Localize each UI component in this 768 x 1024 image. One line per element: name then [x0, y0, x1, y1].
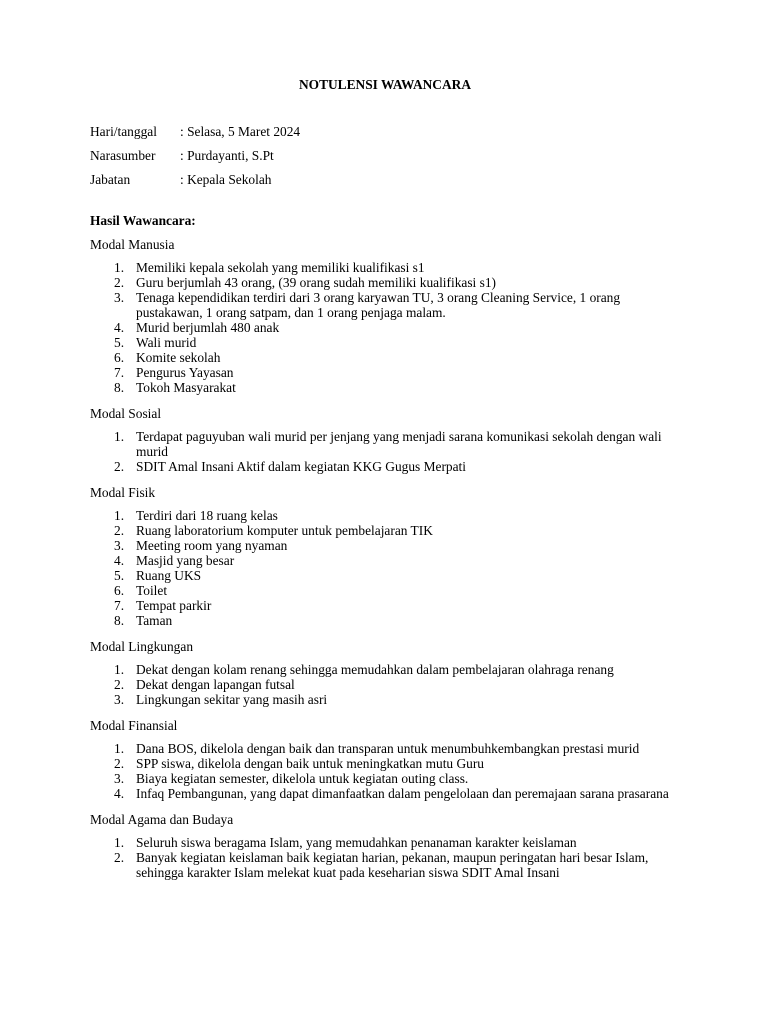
list-item-number: 5.	[114, 568, 125, 583]
list-item-text: SPP siswa, dikelola dengan baik untuk meningkatkan mutu Guru	[136, 756, 484, 771]
list-item-number: 4.	[114, 320, 125, 335]
numbered-list	[90, 429, 680, 474]
info-row-date	[90, 122, 680, 142]
list-item-text: Meeting room yang nyaman	[136, 538, 288, 553]
list-item	[90, 350, 680, 365]
section	[90, 483, 680, 628]
list-item	[90, 538, 680, 553]
list-item	[90, 459, 680, 474]
section-title: Modal Manusia	[90, 237, 175, 252]
list-item-number: 2.	[114, 459, 125, 474]
sections-container	[90, 235, 680, 880]
list-item-text: Tempat parkir	[136, 598, 212, 613]
list-item-text: Tenaga kependidikan terdiri dari 3 orang karyawan TU, 3 orang Cleaning Service, 1 orang pustakawan, 1 orang satpam, dan 1 orang penjaga malam.	[136, 290, 621, 320]
list-item-text: Wali murid	[136, 335, 197, 350]
info-label: Jabatan	[90, 172, 131, 187]
list-item	[90, 756, 680, 771]
list-item	[90, 553, 680, 568]
list-item-number: 1.	[114, 662, 125, 677]
list-item-number: 3.	[114, 290, 125, 305]
list-item-text: Ruang laboratorium komputer untuk pembelajaran TIK	[136, 523, 433, 538]
list-item-text: SDIT Amal Insani Aktif dalam kegiatan KKG Gugus Merpati	[136, 459, 466, 474]
list-item	[90, 508, 680, 523]
list-item-text: Toilet	[136, 583, 168, 598]
list-item	[90, 613, 680, 628]
list-item-number: 2.	[114, 677, 125, 692]
list-item-text: Terdiri dari 18 ruang kelas	[136, 508, 278, 523]
section	[90, 716, 680, 801]
list-item-number: 1.	[114, 429, 125, 444]
list-item-text: Biaya kegiatan semester, dikelola untuk kegiatan outing class.	[136, 771, 469, 786]
list-item	[90, 380, 680, 395]
list-item	[90, 320, 680, 335]
section-title: Modal Fisik	[90, 485, 156, 500]
section-title: Modal Lingkungan	[90, 639, 194, 654]
list-item-text: Dekat dengan lapangan futsal	[136, 677, 295, 692]
list-item-number: 6.	[114, 350, 125, 365]
list-item-number: 6.	[114, 583, 125, 598]
info-row-position	[90, 170, 680, 190]
list-item-number: 3.	[114, 538, 125, 553]
list-item	[90, 850, 680, 880]
list-item	[90, 786, 680, 801]
list-item-number: 1.	[114, 741, 125, 756]
list-item	[90, 429, 680, 459]
info-value: : Selasa, 5 Maret 2024	[180, 124, 301, 139]
list-item-number: 7.	[114, 598, 125, 613]
list-item	[90, 835, 680, 850]
list-item-number: 4.	[114, 786, 125, 801]
section-title: Modal Agama dan Budaya	[90, 812, 234, 827]
list-item-number: 1.	[114, 260, 125, 275]
list-item-number: 3.	[114, 692, 125, 707]
section-title: Modal Finansial	[90, 718, 178, 733]
list-item-number: 2.	[114, 275, 125, 290]
info-label: Narasumber	[90, 148, 156, 163]
list-item	[90, 677, 680, 692]
list-item-text: Terdapat paguyuban wali murid per jenjang yang menjadi sarana komunikasi sekolah dengan wali murid	[136, 429, 662, 459]
list-item-text: Pengurus Yayasan	[136, 365, 234, 380]
section	[90, 235, 680, 395]
list-item	[90, 335, 680, 350]
list-item-number: 3.	[114, 771, 125, 786]
document-page	[90, 75, 680, 880]
list-item-number: 8.	[114, 380, 125, 395]
list-item	[90, 741, 680, 756]
results-heading: Hasil Wawancara:	[90, 213, 196, 228]
list-item	[90, 692, 680, 707]
info-row-source	[90, 146, 680, 166]
numbered-list	[90, 741, 680, 801]
info-value: : Kepala Sekolah	[180, 172, 272, 187]
list-item-text: Guru berjumlah 43 orang, (39 orang sudah memiliki kualifikasi s1)	[136, 275, 496, 290]
numbered-list	[90, 662, 680, 707]
list-item-text: Lingkungan sekitar yang masih asri	[136, 692, 328, 707]
list-item	[90, 290, 680, 320]
list-item-number: 2.	[114, 850, 125, 865]
list-item-text: Infaq Pembangunan, yang dapat dimanfaatkan dalam pengelolaan dan peremajaan sarana prasarana	[136, 786, 669, 801]
list-item	[90, 598, 680, 613]
numbered-list	[90, 260, 680, 395]
section	[90, 810, 680, 880]
list-item-number: 5.	[114, 335, 125, 350]
list-item-text: Masjid yang besar	[136, 553, 235, 568]
list-item	[90, 260, 680, 275]
list-item	[90, 275, 680, 290]
info-table	[90, 122, 680, 190]
list-item-number: 1.	[114, 835, 125, 850]
list-item-number: 1.	[114, 508, 125, 523]
info-label: Hari/tanggal	[90, 124, 157, 139]
list-item-text: Memiliki kepala sekolah yang memiliki kualifikasi s1	[136, 260, 425, 275]
numbered-list	[90, 508, 680, 628]
list-item-number: 2.	[114, 523, 125, 538]
list-item	[90, 771, 680, 786]
list-item-text: Ruang UKS	[136, 568, 202, 583]
list-item-number: 7.	[114, 365, 125, 380]
list-item	[90, 662, 680, 677]
list-item-text: Tokoh Masyarakat	[136, 380, 236, 395]
list-item	[90, 523, 680, 538]
list-item	[90, 583, 680, 598]
section-title: Modal Sosial	[90, 406, 162, 421]
info-value: : Purdayanti, S.Pt	[180, 148, 274, 163]
list-item-text: Banyak kegiatan keislaman baik kegiatan harian, pekanan, maupun peringatan hari besar Islam, sehingga karakter Islam melekat kuat pada keseharian siswa SDIT Amal Insani	[136, 850, 649, 880]
list-item	[90, 365, 680, 380]
section	[90, 404, 680, 474]
numbered-list	[90, 835, 680, 880]
list-item-text: Seluruh siswa beragama Islam, yang memudahkan penanaman karakter keislaman	[136, 835, 577, 850]
list-item-text: Komite sekolah	[136, 350, 221, 365]
list-item-number: 4.	[114, 553, 125, 568]
list-item-text: Dekat dengan kolam renang sehingga memudahkan dalam pembelajaran olahraga renang	[136, 662, 614, 677]
document-title: NOTULENSI WAWANCARA	[298, 77, 471, 92]
section	[90, 637, 680, 707]
list-item-number: 8.	[114, 613, 125, 628]
list-item-text: Murid berjumlah 480 anak	[136, 320, 280, 335]
list-item-text: Taman	[136, 613, 173, 628]
list-item-number: 2.	[114, 756, 125, 771]
list-item-text: Dana BOS, dikelola dengan baik dan transparan untuk menumbuhkembangkan prestasi murid	[136, 741, 640, 756]
list-item	[90, 568, 680, 583]
